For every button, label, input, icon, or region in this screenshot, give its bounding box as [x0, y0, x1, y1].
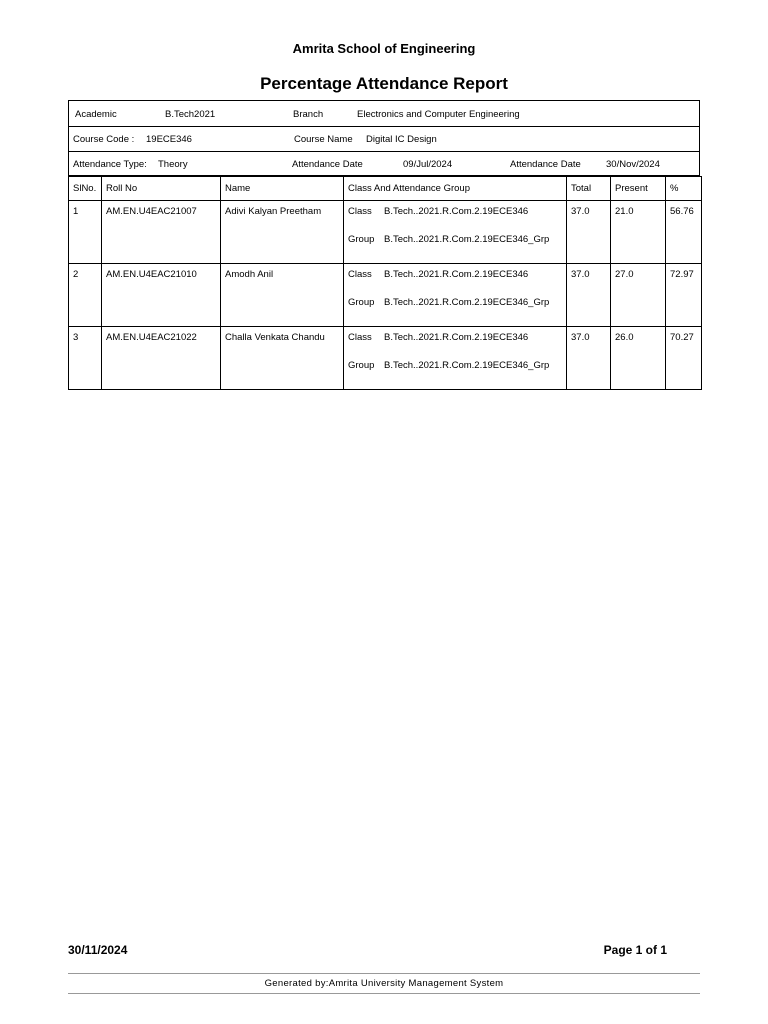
- attendance-type-label: Attendance Type:: [73, 159, 147, 170]
- course-code-value: 19ECE346: [146, 134, 192, 145]
- group-label: Group: [348, 234, 375, 245]
- col-header-total: Total: [567, 177, 611, 201]
- footer-divider-top: [68, 973, 700, 974]
- page-indicator: Page 1 of 1: [603, 943, 667, 957]
- group-value: B.Tech..2021.R.Com.2.19ECE346_Grp: [384, 360, 550, 371]
- cell-present: 21.0: [611, 201, 666, 264]
- attendance-type-value: Theory: [158, 159, 188, 170]
- col-header-present: Present: [611, 177, 666, 201]
- cell-total: 37.0: [567, 201, 611, 264]
- cell-total: 37.0: [567, 327, 611, 390]
- class-label: Class: [348, 332, 372, 343]
- attendance-from-value: 09/Jul/2024: [403, 159, 453, 170]
- col-header-name: Name: [221, 177, 344, 201]
- col-header-slno: SlNo.: [69, 177, 102, 201]
- report-title: Percentage Attendance Report: [260, 74, 508, 93]
- class-value: B.Tech..2021.R.Com.2.19ECE346: [384, 206, 529, 217]
- table-row: [69, 264, 702, 327]
- col-header-roll: Roll No: [102, 177, 221, 201]
- branch-value: Electronics and Computer Engineering: [357, 109, 520, 120]
- footer-date: 30/11/2024: [68, 943, 128, 957]
- cell-percent: 72.97: [666, 264, 702, 327]
- table-header-row: [69, 177, 702, 201]
- cell-roll: AM.EN.U4EAC21007: [102, 201, 221, 264]
- cell-name: Amodh Anil: [221, 264, 344, 327]
- info-row-academic: [69, 101, 699, 127]
- attendance-table: [68, 176, 702, 390]
- cell-present: 27.0: [611, 264, 666, 327]
- generated-by-note: Generated by:Amrita University Management System: [264, 978, 504, 989]
- footer-divider-bottom: [68, 993, 700, 994]
- branch-label: Branch: [293, 109, 324, 120]
- class-label: Class: [348, 269, 372, 280]
- class-value: B.Tech..2021.R.Com.2.19ECE346: [384, 269, 529, 280]
- group-label: Group: [348, 360, 375, 371]
- cell-roll: AM.EN.U4EAC21010: [102, 264, 221, 327]
- group-value: B.Tech..2021.R.Com.2.19ECE346_Grp: [384, 234, 550, 245]
- table-row: [69, 327, 702, 390]
- attendance-to-label: Attendance Date: [510, 159, 581, 170]
- group-value: B.Tech..2021.R.Com.2.19ECE346_Grp: [384, 297, 550, 308]
- school-name: Amrita School of Engineering: [292, 41, 476, 56]
- report-info-box: [68, 100, 700, 176]
- info-row-course: [69, 126, 699, 152]
- class-value: B.Tech..2021.R.Com.2.19ECE346: [384, 332, 529, 343]
- info-row-attendance: [69, 151, 699, 176]
- attendance-to-value: 30/Nov/2024: [606, 159, 660, 170]
- cell-name: Adivi Kalyan Preetham: [221, 201, 344, 264]
- col-header-class-group: Class And Attendance Group: [344, 177, 567, 201]
- course-name-label: Course Name: [294, 134, 353, 145]
- col-header-percent: %: [666, 177, 702, 201]
- course-code-label: Course Code :: [73, 134, 135, 145]
- cell-percent: 70.27: [666, 327, 702, 390]
- cell-slno: 1: [69, 201, 102, 264]
- cell-class-group: [344, 327, 567, 390]
- academic-value: B.Tech2021: [165, 109, 216, 120]
- course-name-value: Digital IC Design: [366, 134, 437, 145]
- group-label: Group: [348, 297, 375, 308]
- cell-slno: 3: [69, 327, 102, 390]
- cell-percent: 56.76: [666, 201, 702, 264]
- class-label: Class: [348, 206, 372, 217]
- cell-roll: AM.EN.U4EAC21022: [102, 327, 221, 390]
- cell-class-group: [344, 201, 567, 264]
- cell-slno: 2: [69, 264, 102, 327]
- cell-total: 37.0: [567, 264, 611, 327]
- cell-present: 26.0: [611, 327, 666, 390]
- cell-name: Challa Venkata Chandu: [221, 327, 344, 390]
- attendance-from-label: Attendance Date: [292, 159, 363, 170]
- cell-class-group: [344, 264, 567, 327]
- academic-label: Academic: [75, 109, 117, 120]
- table-row: [69, 201, 702, 264]
